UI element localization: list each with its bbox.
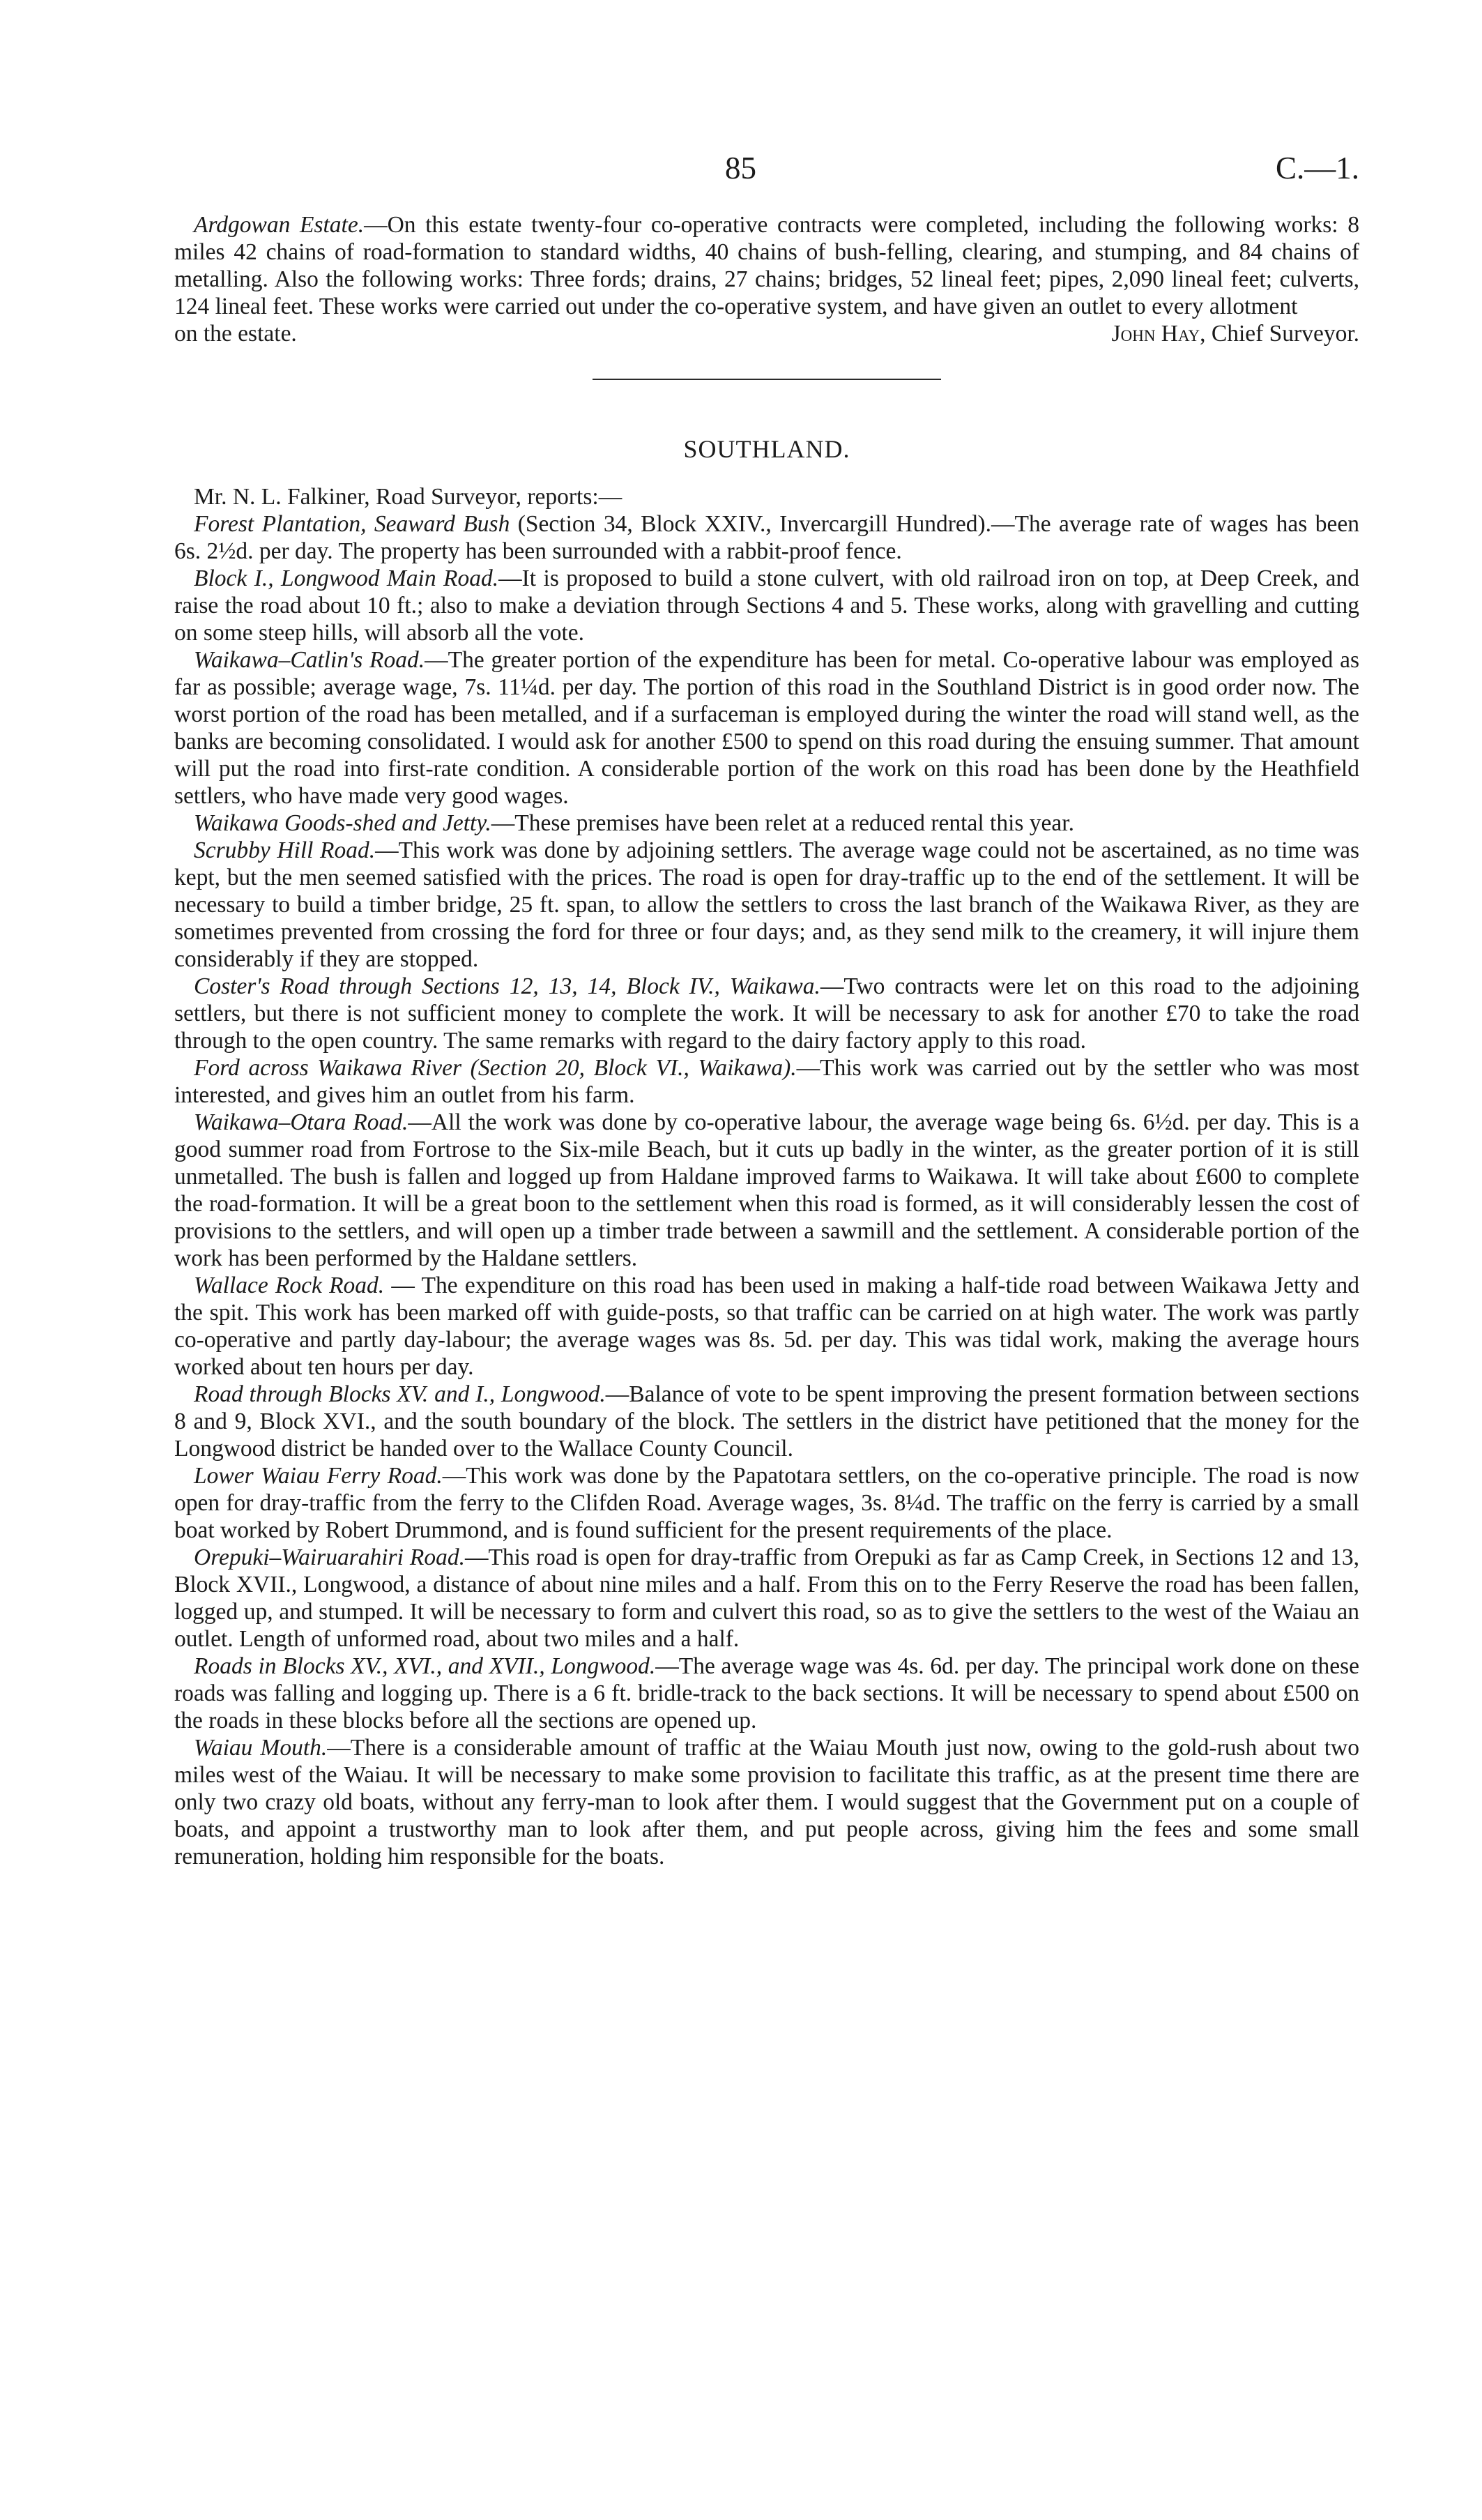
signature (1112, 320, 1359, 347)
document-page (174, 150, 1359, 1870)
document-code: C.—1. (1275, 151, 1359, 185)
paragraph-heading: Forest Plantation, Seaward Bush (194, 511, 510, 537)
paragraph-text: —This road is open for dray-traffic from Orepuki as far as Camp Creek, in Sections 12 and 13, Block XVII., Longwood, a distance of about nine miles and a half. From this on to the Ferry Reserve the road has been fallen, logged up, and stumped. It will be necessary to form and culvert this road, so as to give the settlers to the west of the Waiau an outlet. Length of unformed road, about two miles and a half. (174, 1544, 1359, 1652)
paragraph-text: —This work was done by adjoining settlers. The average wage could not be ascertained, as no time was kept, but the men seemed satisfied with the prices. The road is open for dray-traffic up to the end of the settlement. It will be necessary to build a timber bridge, 25 ft. span, to allow the settlers to cross the last branch of the Waikawa River, as they are sometimes prevented from crossing the ford for three or four days; and, as they send milk to the creamery, it will injure them considerably if they are stopped. (174, 837, 1359, 972)
report-paragraph (174, 1544, 1359, 1653)
paragraph-heading: Waiau Mouth. (194, 1735, 328, 1761)
section-title: SOUTHLAND. (683, 435, 850, 463)
paragraph-text: —The average wage was 4s. 6d. per day. The principal work done on these roads was falling and logging up. There is a 6 ft. bridle-track to the back sections. It will be necessary to spend about £500 on the roads in these blocks before all the sections are opened up. (174, 1653, 1359, 1733)
report-paragraph (174, 1381, 1359, 1462)
report-paragraph (174, 1109, 1359, 1272)
paragraph-heading: Scrubby Hill Road. (194, 837, 376, 863)
paragraph-heading: Wallace Rock Road. (194, 1273, 385, 1298)
paragraph-last-line: on the estate. (174, 321, 297, 347)
report-entries (174, 510, 1359, 1870)
report-paragraph (174, 510, 1359, 565)
paragraph-heading: Roads in Blocks XV., XVI., and XVII., Longwood. (194, 1653, 656, 1679)
paragraph-text: —All the work was done by co-operative labour, the average wage being 6s. 6½d. per day. This is a good summer road from Fortrose to the Six-mile Beach, but it cuts up badly in the winter, as the greater portion of it is still unmetalled. The bush is fallen and logged up from Haldane improved farms to Waikawa. It will take about £600 to complete the road-formation. It will be a great boon to the settlement when this road is formed, as it will considerably lessen the cost of provisions to the settlers, and will open up a timber trade between a sawmill and the settlement. A considerable portion of the work has been performed by the Haldane settlers. (174, 1109, 1359, 1271)
paragraph-text: —On this estate twenty-four co-operative contracts were completed, including the following works: 8 miles 42 chains of road-formation to standard widths, 40 chains of bush-felling, clearing, and stumping, and 84 chains of metalling. Also the following works: Three fords; drains, 27 chains; bridges, 52 lineal feet; pipes, 2,090 lineal feet; culverts, 124 lineal feet. These works were carried out under the co-operative system, and have given an outlet to every allotment (174, 212, 1360, 319)
paragraph-heading: Waikawa–Catlin's Road. (194, 647, 425, 673)
paragraph-heading: Lower Waiau Ferry Road. (194, 1463, 443, 1489)
paragraph-heading: Ford across Waikawa River (Section 20, Block VI., Waikawa). (194, 1055, 797, 1081)
report-paragraph (174, 565, 1359, 646)
report-paragraph (174, 1272, 1359, 1381)
paragraph-heading: Ardgowan Estate. (194, 212, 365, 238)
report-paragraph (174, 1734, 1359, 1870)
paragraph-heading: Waikawa Goods-shed and Jetty. (194, 810, 491, 836)
signature-name: John Hay (1111, 321, 1200, 347)
report-paragraph (174, 837, 1359, 973)
paragraph-text: (Section 34, Block XXIV., Invercargill Hundred).—The average rate of wages has been 6s. 2½d. per day. The property has been surrounded with a rabbit-proof fence. (174, 511, 1360, 564)
paragraph-text: —Two contracts were let on this road to the adjoining settlers, but there is not sufficient money to complete the work. It will be necessary to ask for another £70 to take the road through to the open country. The same remarks with regard to the dairy factory apply to this road. (174, 973, 1359, 1054)
report-paragraph (174, 1653, 1359, 1734)
signature-line (174, 320, 1359, 347)
page-header (174, 150, 1359, 192)
report-paragraph (174, 1054, 1359, 1109)
section-divider (593, 379, 941, 380)
paragraph-text: —These premises have been relet at a reduced rental this year. (491, 810, 1074, 836)
report-paragraph (174, 810, 1359, 837)
paragraph-heading: Orepuki–Wairuarahiri Road. (194, 1544, 465, 1570)
paragraph-heading: Coster's Road through Sections 12, 13, 14, Block IV., Waikawa. (194, 973, 820, 999)
page-number: 85 (725, 151, 756, 185)
paragraph-heading: Road through Blocks XV. and I., Longwood. (194, 1381, 606, 1407)
paragraph-text: —It is proposed to build a stone culvert, with old railroad iron on top, at Deep Creek, and raise the road about 10 ft.; also to make a deviation through Sections 4 and 5. These works, along with gravelling and cutting on some steep hills, will absorb all the vote. (174, 566, 1359, 646)
signature-title: , Chief Surveyor. (1200, 321, 1359, 347)
paragraph-text: —This work was done by the Papatotara settlers, on the co-operative principle. The road is now open for dray-traffic from the ferry to the Clifden Road. Average wages, 3s. 8¼d. The traffic on the ferry is carried by a small boat worked by Robert Drummond, and is found sufficient for the present requirements of the place. (174, 1463, 1359, 1543)
section-intro: Mr. N. L. Falkiner, Road Surveyor, reports:— (194, 484, 622, 510)
paragraph-heading: Block I., Longwood Main Road. (194, 566, 499, 591)
paragraph-text: — The expenditure on this road has been used in making a half-tide road between Waikawa Jetty and the spit. This work has been marked off with guide-posts, so that traffic can be carried on at high water. The work was partly co-operative and partly day-labour; the average wages was 8s. 5d. per day. This was tidal work, making the average hours worked about ten hours per day. (174, 1273, 1359, 1380)
report-paragraph (174, 973, 1359, 1054)
paragraph-text: —Balance of vote to be spent improving the present formation between sections 8 and 9, Block XVI., and the south boundary of the block. The settlers in the district have petitioned that the money for the Longwood district be handed over to the Wallace County Council. (174, 1381, 1359, 1462)
paragraph-text: —There is a considerable amount of traffic at the Waiau Mouth just now, owing to the gold-rush about two miles west of the Waiau. It will be necessary to make some provision to facilitate this traffic, as at the present time there are only two crazy old boats, without any ferry-man to look after them. I would suggest that the Government put on a couple of boats, and appoint a trustworthy man to look after them, and put people across, giving him the fees and some small remuneration, holding him responsible for the boats. (174, 1735, 1359, 1869)
ardgowan-estate-paragraph (174, 211, 1359, 347)
paragraph-text: —The greater portion of the expenditure has been for metal. Co-operative labour was employed as far as possible; average wage, 7s. 11¼d. per day. The portion of this road in the Southland District is in good order now. The worst portion of the road has been metalled, and if a surfaceman is employed during the winter the road will stand well, as the banks are becoming consolidated. I would ask for another £500 to spend on this road during the ensuing summer. That amount will put the road into first-rate condition. A considerable portion of the work on this road has been done by the Heathfield settlers, who have made very good wages. (174, 647, 1359, 809)
paragraph-heading: Waikawa–Otara Road. (194, 1109, 408, 1135)
report-paragraph (174, 646, 1359, 810)
paragraph-text: —This work was carried out by the settler who was most interested, and gives him an outlet from his farm. (174, 1055, 1359, 1108)
report-paragraph (174, 1462, 1359, 1544)
